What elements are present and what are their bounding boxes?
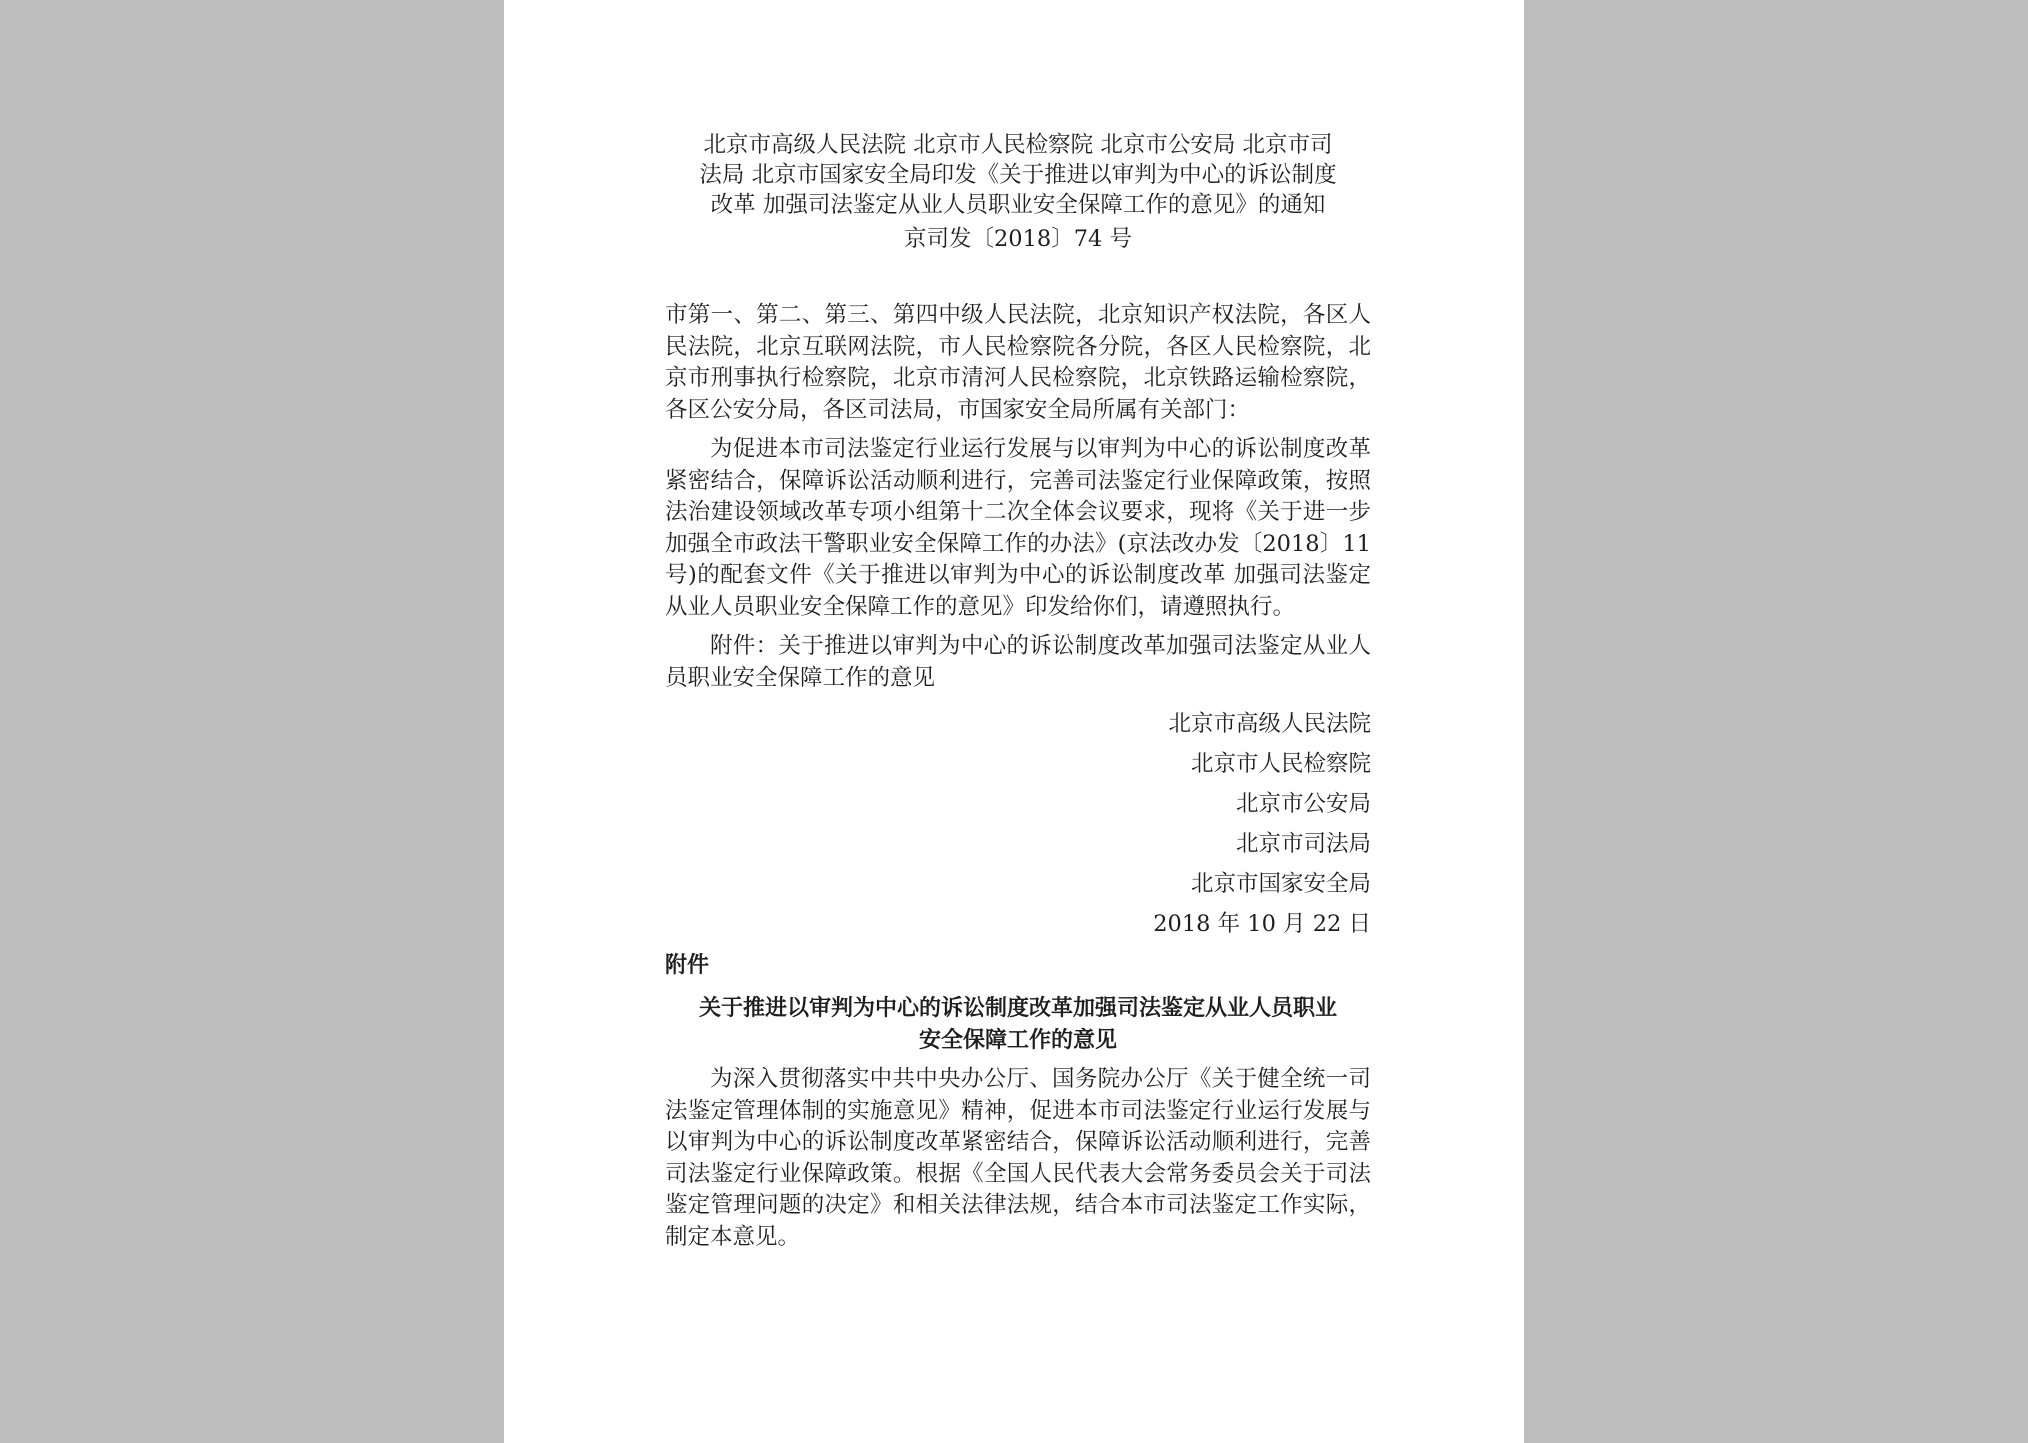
- notice-title: [665, 130, 1371, 220]
- attachment-note: 附件：关于推进以审判为中心的诉讼制度改革加强司法鉴定从业人员职业安全保障工作的意见: [665, 633, 1371, 691]
- signature-line: 北京市高级人民法院: [1168, 711, 1371, 737]
- signature-date: 2018 年 10 月 22 日: [1153, 911, 1371, 937]
- notice-title-line: 法局 北京市国家安全局印发《关于推进以审判为中心的诉讼制度: [699, 162, 1337, 188]
- signature-line: 北京市国家安全局: [1190, 871, 1371, 897]
- notice-title-line: 北京市高级人民法院 北京市人民检察院 北京市公安局 北京市司: [703, 132, 1333, 158]
- document-page: [504, 0, 1524, 1443]
- attachment-label: 附件: [665, 953, 710, 978]
- signature-line: 北京市司法局: [1235, 831, 1371, 857]
- document-number: 京司发〔2018〕74 号: [903, 226, 1133, 252]
- attachment-title-line: 安全保障工作的意见: [918, 1027, 1117, 1053]
- signature-line: 北京市公安局: [1235, 791, 1371, 817]
- body-paragraph: 为促进本市司法鉴定行业运行发展与以审判为中心的诉讼制度改革紧密结合，保障诉讼活动顺利进行，完善司法鉴定行业保障政策，按照法治建设领域改革专项小组第十二次全体会议要求，现将《关于进一步加强全市政法干警职业安全保障工作的办法》(京法改办发〔2018〕11 号)的配套文件《关于推进以审判为中心的诉讼制度改革 加强司法鉴定从业人员职业安全保障工作的意见》印发给你们，请遵照执行。: [665, 436, 1371, 620]
- attachment-paragraph: 为深入贯彻落实中共中央办公厅、国务院办公厅《关于健全统一司法鉴定管理体制的实施意见》精神，促进本市司法鉴定行业运行发展与以审判为中心的诉讼制度改革紧密结合，保障诉讼活动顺利进行，完善司法鉴定行业保障政策。根据《全国人民代表大会常务委员会关于司法鉴定管理问题的决定》和相关法律法规，结合本市司法鉴定工作实际，制定本意见。: [665, 1066, 1371, 1250]
- notice-title-line: 改革 加强司法鉴定从业人员职业安全保障工作的意见》的通知: [710, 192, 1326, 218]
- attachment-title: [665, 993, 1371, 1056]
- signature-block: [665, 704, 1371, 944]
- addressee-paragraph: 市第一、第二、第三、第四中级人民法院，北京知识产权法院，各区人民法院，北京互联网法院，市人民检察院各分院，各区人民检察院，北京市刑事执行检察院，北京市清河人民检察院，北京铁路运输检察院，各区公安分局，各区司法局，市国家安全局所属有关部门：: [665, 302, 1371, 423]
- document-content: [665, 130, 1371, 1253]
- signature-line: 北京市人民检察院: [1190, 751, 1371, 777]
- attachment-title-line: 关于推进以审判为中心的诉讼制度改革加强司法鉴定从业人员职业: [698, 996, 1337, 1021]
